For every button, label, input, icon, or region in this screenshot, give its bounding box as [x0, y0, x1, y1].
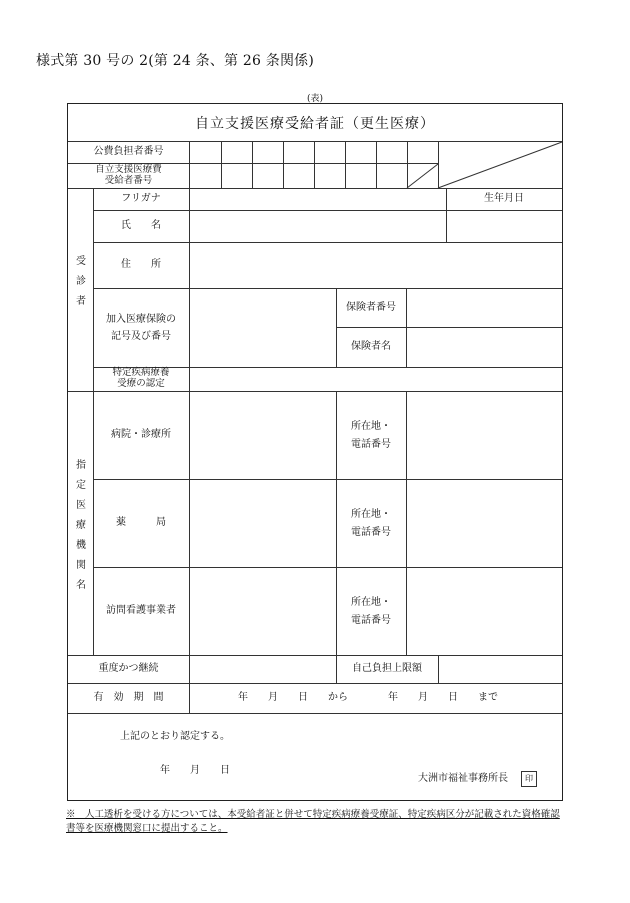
pharmacy-label: 薬 局: [116, 517, 166, 528]
recipient-number-label-line1: 自立支援医療費: [95, 164, 162, 175]
front-side-label: (表): [306, 94, 324, 104]
serious-continuous-label: 重度かつ継続: [98, 663, 159, 674]
seal-mark: 印: [521, 771, 537, 787]
insurer-number-label: 保険者番号: [346, 302, 396, 313]
birthdate-label: 生年月日: [484, 193, 524, 204]
specific-disease-label-line1: 特定疾病療養: [112, 367, 170, 378]
public-payer-number-label: 公費負担者番号: [93, 146, 164, 157]
address-label: 住 所: [121, 259, 161, 270]
specific-disease-label-line2: 受療の認定: [117, 378, 165, 389]
furigana-label: フリガナ: [121, 193, 161, 204]
certification-date: 年 月 日: [160, 765, 230, 776]
hospital-clinic-label: 病院・診療所: [111, 429, 171, 440]
name-label: 氏 名: [121, 220, 161, 231]
location-phone-label-line2: 電話番号: [351, 439, 391, 450]
footnote: ※ 人工透析を受ける方については、本受給者証と併せて特定疾病療養受療証、特定疾病区分が記載された資格確認書等を医療機関窓口に提出すること。: [66, 809, 560, 834]
form-number-header: 様式第 30 号の 2(第 24 条、第 26 条関係): [36, 53, 315, 69]
insurance-label-line2: 記号及び番号: [111, 331, 171, 342]
diagonal-strike: [438, 142, 562, 188]
location-phone-label-line1: 所在地・: [351, 509, 391, 520]
insurer-name-label: 保険者名: [351, 341, 391, 352]
valid-period-label: 有 効 期 間: [93, 692, 164, 703]
location-phone-label-line1: 所在地・: [351, 421, 391, 432]
insurance-label-line1: 加入医療保険の: [106, 314, 176, 325]
home-nursing-label: 訪問看護事業者: [106, 605, 176, 616]
recipient-number-label-line2: 受給者番号: [104, 175, 153, 186]
copay-limit-label: 自己負担上限額: [352, 663, 422, 674]
form-title: 自立支援医療受給者証（更生医療）: [195, 116, 435, 132]
diagonal-strike: [407, 164, 438, 188]
location-phone-label-line1: 所在地・: [351, 597, 391, 608]
valid-period-dates: 年 月 日 から 年 月 日 まで: [238, 692, 498, 703]
patient-section-label: 受診者: [76, 256, 86, 307]
location-phone-label-line2: 電話番号: [351, 527, 391, 538]
certificate-form: [67, 103, 563, 801]
certification-statement: 上記のとおり認定する。: [120, 731, 230, 742]
institution-section-label: 指定医療機関名: [76, 460, 86, 591]
issuer-name: 大洲市福祉事務所長: [418, 773, 508, 784]
location-phone-label-line2: 電話番号: [351, 615, 391, 626]
